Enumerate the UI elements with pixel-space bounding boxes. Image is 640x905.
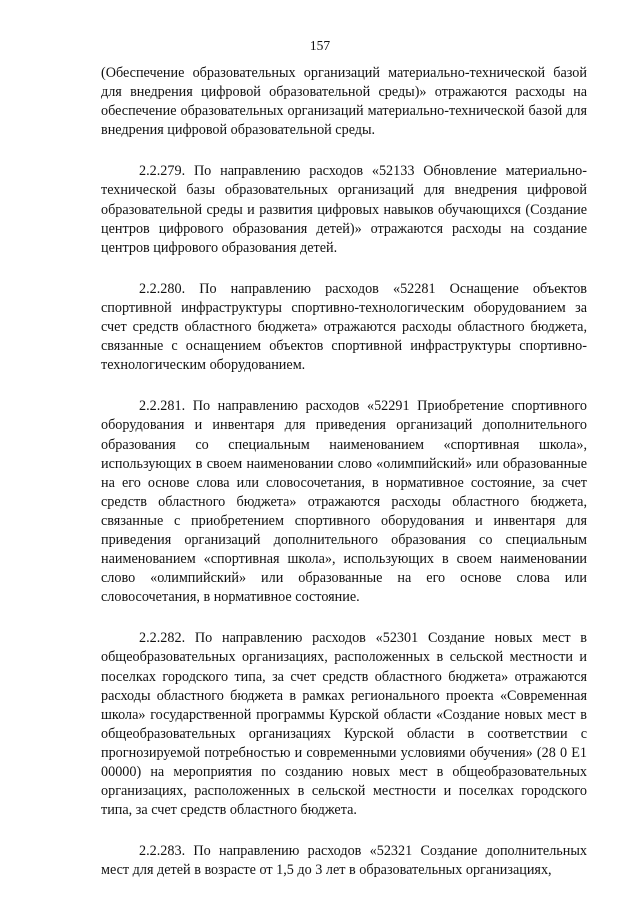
paragraph-2-2-281: 2.2.281. По направлению расходов «52291 Приобретение спортивного оборудования и инвентаря для приведения организаций дополнительного образования со специальным наименованием «спортивная школа», использующих в своем наименовании слово «олимпийский» или образованные на его основе слова или словосочетания, в нормативное состояние, за счет средств областного бюджета» отражаются расходы областного бюджета, связанные с приобретением спортивного оборудования и инвентаря для приведения организаций дополнительного образования со специальным наименованием «спортивная школа», использующих в своем наименовании слово «олимпийский» или образованные на его основе слова или словосочетания, в нормативное состояние. xyxy=(101,398,587,606)
paragraph-2-2-279: 2.2.279. По направлению расходов «52133 Обновление материально-технической базы образовательных организаций для внедрения цифровой образовательной среды и развития цифровых навыков обучающихся (Создание центров цифрового образования детей)» отражаются расходы на создание центров цифрового образования детей. xyxy=(101,163,587,256)
paragraph-2-2-280: 2.2.280. По направлению расходов «52281 Оснащение объектов спортивной инфраструктуры спортивно-технологическим оборудованием за счет средств областного бюджета» отражаются расходы областного бюджета, связанные с оснащением объектов спортивной инфраструктуры спортивно-технологическим оборудованием. xyxy=(101,280,587,374)
paragraph-continuation: (Обеспечение образовательных организаций материально-технической базой для внедрения цифровой образовательной среды)» отражаются расходы на обеспечение образовательных организаций материально-технической базой для внедрения цифровой образовательной среды. xyxy=(101,65,587,139)
paragraph-2-2-282: 2.2.282. По направлению расходов «52301 Создание новых мест в общеобразовательных организациях, расположенных в сельской местности и поселках городского типа, за счет средств областного бюджета» отражаются расходы областного бюджета в рамках регионального проекта «Современная школа» государственной программы Курской области «Создание новых мест в общеобразовательных организациях Курской области в соответствии с прогнозируемой потребностью и современными условиями обучения» (28 0 Е1 00000) на мероприятия по созданию новых мест в общеобразовательных организациях, расположенных в сельской местности и поселках городского типа, за счет средств областного бюджета. xyxy=(101,630,587,819)
page-number: 157 xyxy=(309,38,331,53)
document-body xyxy=(101,64,587,902)
paragraph-2-2-283: 2.2.283. По направлению расходов «52321 Создание дополнительных мест для детей в возрасте от 1,5 до 3 лет в образовательных организациях, xyxy=(101,843,587,879)
